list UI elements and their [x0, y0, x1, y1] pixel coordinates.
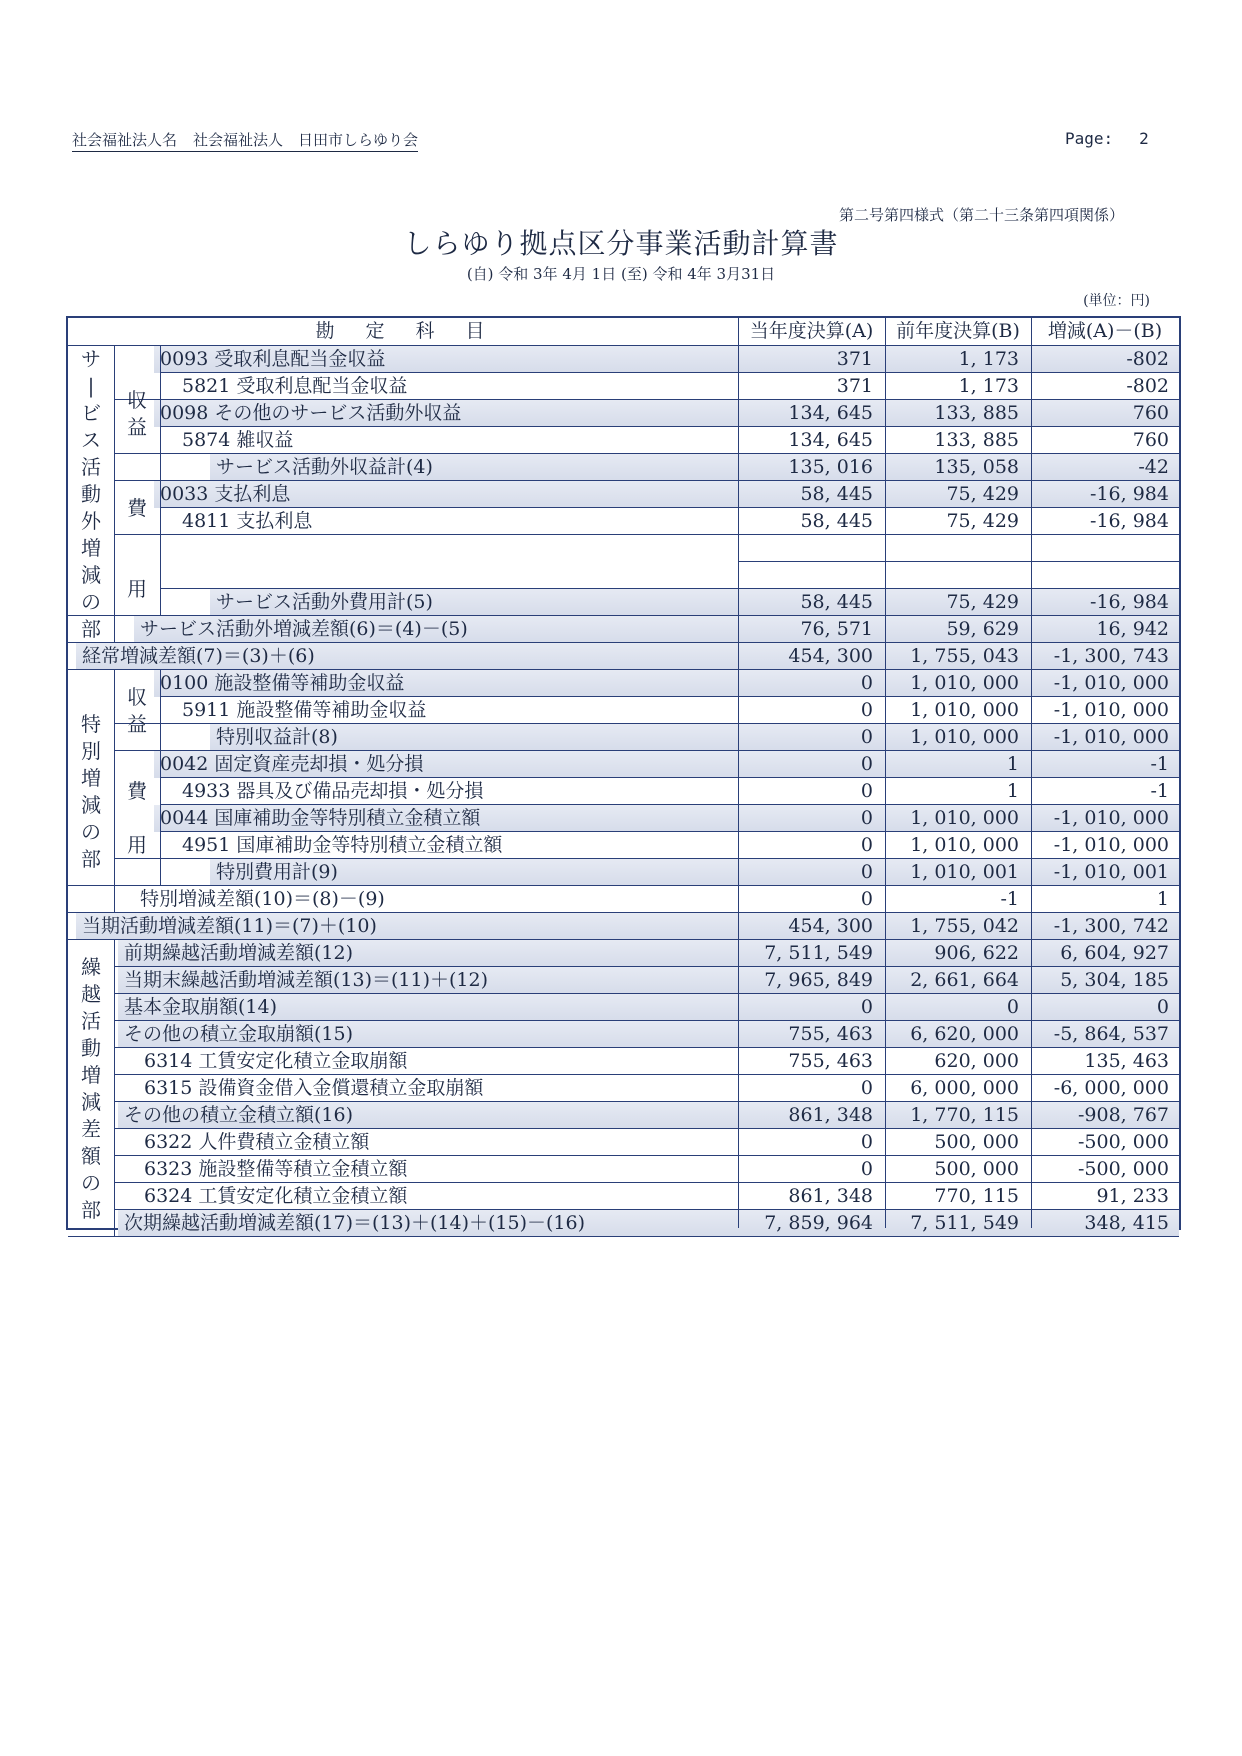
previous-amount: 1, 010, 000	[910, 726, 1019, 748]
current-amount: 755, 463	[788, 1050, 873, 1072]
row-end-carry	[118, 967, 1179, 994]
account-label: 特別収益計(8)	[216, 726, 338, 748]
row-special-expense-total	[210, 859, 1179, 886]
previous-amount	[885, 562, 1019, 589]
row-interest-expense-0033	[154, 481, 1179, 508]
previous-amount: 1, 010, 000	[910, 807, 1019, 829]
difference-amount: -1	[1150, 780, 1169, 802]
difference-amount: -1, 010, 000	[1053, 834, 1169, 856]
group-label-char: 増	[81, 536, 101, 560]
previous-amount: 59, 629	[946, 618, 1019, 640]
row-reserve-addition-6324	[138, 1183, 1179, 1210]
table-header-row	[68, 318, 1179, 345]
current-amount	[738, 562, 873, 589]
group-label-char: 費	[127, 495, 147, 520]
current-amount: 0	[860, 1158, 873, 1180]
row-special-net	[134, 886, 1179, 913]
difference-amount: 135, 463	[1084, 1050, 1169, 1072]
group-label-char: 減	[81, 1089, 101, 1114]
column-rule	[738, 318, 739, 1228]
group-label-char: 活	[81, 455, 101, 479]
group-label-char: 収	[127, 684, 147, 709]
previous-amount	[885, 535, 1019, 562]
previous-amount: 1, 770, 115	[910, 1104, 1019, 1126]
row-special-reserve-4951	[176, 832, 1179, 859]
previous-amount: 770, 115	[934, 1185, 1019, 1207]
difference-amount: -1, 010, 000	[1053, 726, 1169, 748]
previous-amount: 1, 755, 042	[910, 915, 1019, 937]
difference-amount: -6, 000, 000	[1053, 1077, 1169, 1099]
group-label-char: 費	[127, 779, 147, 803]
difference-amount: 1	[1156, 888, 1169, 910]
fiscal-period: (自) 令和 3年 4月 1日 (至) 令和 4年 3月31日	[466, 265, 776, 283]
account-label: 特別費用計(9)	[216, 861, 338, 883]
corporation-label: 社会福祉法人名	[72, 131, 178, 149]
service-expense-label	[114, 481, 160, 616]
row-interest-income-0093	[154, 346, 1179, 373]
account-label: サービス活動外費用計(5)	[216, 591, 433, 613]
current-amount: 861, 348	[788, 1104, 873, 1126]
account-label: 特別増減差額(10)＝(8)－(9)	[140, 888, 385, 910]
difference-amount: -802	[1126, 375, 1169, 397]
account-label: 6315 設備資金借入金償還積立金取崩額	[144, 1077, 484, 1099]
difference-amount: -5, 864, 537	[1053, 1023, 1169, 1045]
current-amount: 0	[860, 996, 873, 1018]
group-label-char: 特	[81, 711, 101, 736]
column-rule	[885, 318, 886, 1228]
row-misc-income-5874	[176, 427, 1179, 454]
previous-amount: 1	[1006, 780, 1019, 802]
row-blank-1	[154, 535, 1179, 562]
account-label: 5821 受取利息配当金収益	[182, 375, 408, 397]
account-label: 5911 施設整備等補助金収益	[182, 699, 427, 721]
group-label-char: ス	[81, 428, 101, 452]
difference-amount: -1, 010, 000	[1053, 672, 1169, 694]
group-rule	[160, 670, 161, 886]
difference-amount: -1, 010, 000	[1053, 699, 1169, 721]
group-label-char: 用	[127, 576, 147, 601]
difference-amount: 0	[1156, 996, 1169, 1018]
group-label-char: 別	[81, 738, 101, 763]
row-basic-fund-reversal	[118, 994, 1179, 1021]
row-nonop-expense-total	[210, 589, 1179, 616]
row-subsidy-income-5911	[176, 697, 1179, 724]
current-amount: 0	[860, 807, 873, 829]
current-amount: 0	[860, 1077, 873, 1099]
column-header-current: 当年度決算(A)	[749, 320, 874, 342]
difference-amount: -1	[1150, 753, 1169, 775]
current-amount: 0	[860, 834, 873, 856]
account-label: 基本金取崩額(14)	[124, 996, 278, 1018]
row-reserve-reversal-6315	[138, 1075, 1179, 1102]
previous-amount: 1, 010, 000	[910, 672, 1019, 694]
group-rule	[114, 940, 115, 1237]
column-header-previous: 前年度決算(B)	[896, 320, 1020, 342]
difference-amount: 6, 604, 927	[1060, 942, 1169, 964]
row-subsidy-income-0100	[154, 670, 1179, 697]
row-current-net	[76, 913, 1179, 940]
service-income-label	[114, 346, 160, 481]
group-label-char: 動	[81, 482, 101, 506]
page-number: 2	[1139, 129, 1149, 148]
difference-amount: -1, 300, 743	[1053, 645, 1169, 667]
row-special-income-total	[210, 724, 1179, 751]
account-label: 6322 人件費積立金積立額	[144, 1131, 370, 1153]
current-amount: 76, 571	[800, 618, 873, 640]
row-other-reserve-reversal	[118, 1021, 1179, 1048]
previous-amount: 0	[1006, 996, 1019, 1018]
group-label-char: 額	[81, 1143, 101, 1168]
column-header-diff: 増減(A)－(B)	[1047, 320, 1163, 342]
difference-amount: 16, 942	[1096, 618, 1169, 640]
column-header-account: 勘 定 科 目	[315, 320, 491, 342]
previous-amount: 1, 010, 001	[910, 861, 1019, 883]
current-amount: 7, 965, 849	[764, 969, 873, 991]
current-amount: 454, 300	[788, 645, 873, 667]
current-amount: 134, 645	[788, 429, 873, 451]
account-label	[160, 535, 734, 562]
account-label: 0042 固定資産売却損・処分損	[160, 753, 424, 775]
previous-amount: 135, 058	[934, 456, 1019, 478]
current-amount: 0	[860, 780, 873, 802]
previous-amount: 133, 885	[934, 402, 1019, 424]
difference-amount: -42	[1138, 456, 1169, 478]
row-interest-expense-4811	[176, 508, 1179, 535]
account-label: 当期末繰越活動増減差額(13)＝(11)＋(12)	[124, 969, 489, 991]
group-label-char: ビ	[81, 401, 101, 425]
document-title: しらゆり拠点区分事業活動計算書	[403, 227, 839, 260]
current-amount: 0	[860, 726, 873, 748]
account-label: 5874 雑収益	[182, 429, 294, 451]
row-interest-income-5821	[176, 373, 1179, 400]
group-label-char: 部	[81, 1197, 101, 1222]
current-amount: 7, 859, 964	[764, 1212, 873, 1234]
current-amount: 371	[836, 348, 873, 370]
previous-amount: 500, 000	[934, 1131, 1019, 1153]
difference-amount: -1, 300, 742	[1053, 915, 1169, 937]
difference-amount: 760	[1132, 402, 1169, 424]
account-label: 6314 工賃安定化積立金取崩額	[144, 1050, 408, 1072]
difference-amount: -500, 000	[1077, 1131, 1169, 1153]
corporation-name: 社会福祉法人 日田市しらゆり会	[193, 131, 419, 149]
previous-amount: 1, 010, 000	[910, 699, 1019, 721]
difference-amount: 760	[1132, 429, 1169, 451]
special-income-label	[114, 670, 160, 751]
account-label: 0093 受取利息配当金収益	[160, 348, 386, 370]
group-label-char: 減	[81, 792, 101, 817]
account-label: 4933 器具及び備品売却損・処分損	[182, 780, 484, 802]
group-label-char: 増	[81, 1062, 101, 1087]
account-label: 6323 施設整備等積立金積立額	[144, 1158, 408, 1180]
current-amount: 0	[860, 861, 873, 883]
row-reserve-reversal-6314	[138, 1048, 1179, 1075]
group-label-char: 収	[127, 387, 147, 412]
account-label: 前期繰越活動増減差額(12)	[124, 942, 354, 964]
column-rule	[1031, 318, 1032, 1228]
current-amount: 7, 511, 549	[764, 942, 873, 964]
row-next-carry	[118, 1210, 1179, 1237]
group-label-char: サ	[81, 347, 101, 371]
previous-amount: 6, 620, 000	[910, 1023, 1019, 1045]
previous-amount: 75, 429	[946, 510, 1019, 532]
account-label: サービス活動外増減差額(6)＝(4)－(5)	[140, 618, 468, 640]
group-label-char: |	[87, 374, 95, 398]
group-label-char: の	[81, 590, 101, 614]
difference-amount: -500, 000	[1077, 1158, 1169, 1180]
difference-amount: 91, 233	[1096, 1185, 1169, 1207]
group-label-char: の	[81, 819, 101, 844]
previous-amount: 75, 429	[946, 483, 1019, 505]
current-amount: 135, 016	[788, 456, 873, 478]
row-rule	[68, 1236, 1179, 1237]
current-amount: 755, 463	[788, 1023, 873, 1045]
previous-amount: 1	[1006, 753, 1019, 775]
group-label-char: 動	[81, 1035, 101, 1060]
group-label-char: 減	[81, 563, 101, 587]
group-label-char	[114, 805, 160, 832]
group-label-char: 活	[81, 1008, 101, 1033]
group-label-char: 外	[81, 509, 101, 533]
previous-amount: 500, 000	[934, 1158, 1019, 1180]
group-label-char: 繰	[81, 954, 101, 979]
row-other-nonop-income-0098	[154, 400, 1179, 427]
group-label-char: 用	[127, 833, 147, 857]
service-nonop-section-label	[68, 346, 114, 643]
account-label: 0100 施設整備等補助金収益	[160, 672, 405, 694]
group-label-char	[114, 549, 160, 576]
difference-amount: -1, 010, 000	[1053, 807, 1169, 829]
current-amount: 58, 445	[800, 510, 873, 532]
previous-amount: -1	[1000, 888, 1019, 910]
unit-label: (単位：円)	[1083, 293, 1150, 309]
account-label: 6324 工賃安定化積立金積立額	[144, 1185, 408, 1207]
previous-amount: 620, 000	[934, 1050, 1019, 1072]
group-label-char	[114, 522, 160, 549]
current-amount: 861, 348	[788, 1185, 873, 1207]
row-blank-2	[154, 562, 1179, 589]
difference-amount: -16, 984	[1090, 483, 1169, 505]
row-asset-disposal-loss-0042	[154, 751, 1179, 778]
previous-amount: 1, 173	[958, 348, 1019, 370]
form-number: 第二号第四様式（第二十三条第四項関係）	[838, 206, 1124, 224]
difference-amount: 5, 304, 185	[1060, 969, 1169, 991]
current-amount: 0	[860, 888, 873, 910]
group-label-char: 部	[81, 617, 101, 641]
row-special-reserve-0044	[154, 805, 1179, 832]
account-label: 4811 支払利息	[182, 510, 313, 532]
current-amount: 0	[860, 672, 873, 694]
row-equipment-disposal-loss-4933	[176, 778, 1179, 805]
account-label: 0098 その他のサービス活動外収益	[160, 402, 462, 424]
current-amount: 371	[836, 375, 873, 397]
previous-amount: 133, 885	[934, 429, 1019, 451]
page-indicator	[1065, 129, 1149, 148]
previous-amount: 1, 010, 000	[910, 834, 1019, 856]
account-label: 当期活動増減差額(11)＝(7)＋(10)	[82, 915, 377, 937]
row-ordinary-net	[76, 643, 1179, 670]
previous-amount: 1, 755, 043	[910, 645, 1019, 667]
activity-statement-table	[66, 316, 1181, 1234]
account-label: 経常増減差額(7)＝(3)＋(6)	[82, 645, 315, 667]
group-label-char: の	[81, 1170, 101, 1195]
group-label-char: 益	[127, 711, 147, 736]
current-amount: 58, 445	[800, 483, 873, 505]
current-amount	[738, 535, 873, 562]
difference-amount: 348, 415	[1084, 1212, 1169, 1234]
current-amount: 0	[860, 1131, 873, 1153]
current-amount: 454, 300	[788, 915, 873, 937]
account-label: その他の積立金取崩額(15)	[124, 1023, 354, 1045]
special-expense-label	[114, 751, 160, 886]
account-label: その他の積立金積立額(16)	[124, 1104, 354, 1126]
carryover-section-label	[68, 940, 114, 1237]
current-amount: 0	[860, 753, 873, 775]
group-label-char: 部	[81, 846, 101, 871]
group-rule	[160, 346, 161, 616]
difference-amount	[1031, 562, 1169, 589]
current-amount: 0	[860, 699, 873, 721]
row-reserve-addition-6322	[138, 1129, 1179, 1156]
account-label: 0044 国庫補助金等特別積立金積立額	[160, 807, 481, 829]
difference-amount: -1, 010, 001	[1053, 861, 1169, 883]
group-label-char: 越	[81, 981, 101, 1006]
previous-amount: 2, 661, 664	[910, 969, 1019, 991]
difference-amount	[1031, 535, 1169, 562]
previous-amount: 1, 173	[958, 375, 1019, 397]
difference-amount: -908, 767	[1077, 1104, 1169, 1126]
row-nonop-income-total	[210, 454, 1179, 481]
row-reserve-addition-6323	[138, 1156, 1179, 1183]
current-amount: 58, 445	[800, 591, 873, 613]
row-nonop-net	[134, 616, 1179, 643]
difference-amount: -802	[1126, 348, 1169, 370]
account-label: 次期繰越活動増減差額(17)＝(13)＋(14)＋(15)－(16)	[124, 1212, 586, 1234]
current-amount: 134, 645	[788, 402, 873, 424]
account-label: 0033 支払利息	[160, 483, 291, 505]
account-label	[160, 562, 734, 589]
previous-amount: 6, 000, 000	[910, 1077, 1019, 1099]
special-section-label	[68, 670, 114, 913]
group-label-char: 増	[81, 765, 101, 790]
previous-amount: 75, 429	[946, 591, 1019, 613]
account-label: 4951 国庫補助金等特別積立金積立額	[182, 834, 503, 856]
previous-amount: 906, 622	[934, 942, 1019, 964]
difference-amount: -16, 984	[1090, 591, 1169, 613]
row-prior-carry	[118, 940, 1179, 967]
page-label: Page:	[1065, 129, 1114, 148]
row-other-reserve-addition	[118, 1102, 1179, 1129]
difference-amount: -16, 984	[1090, 510, 1169, 532]
group-label-char: 益	[127, 414, 147, 439]
previous-amount: 7, 511, 549	[910, 1212, 1019, 1234]
corporation-header	[72, 129, 418, 152]
account-label: サービス活動外収益計(4)	[216, 456, 433, 478]
group-label-char: 差	[81, 1116, 101, 1141]
